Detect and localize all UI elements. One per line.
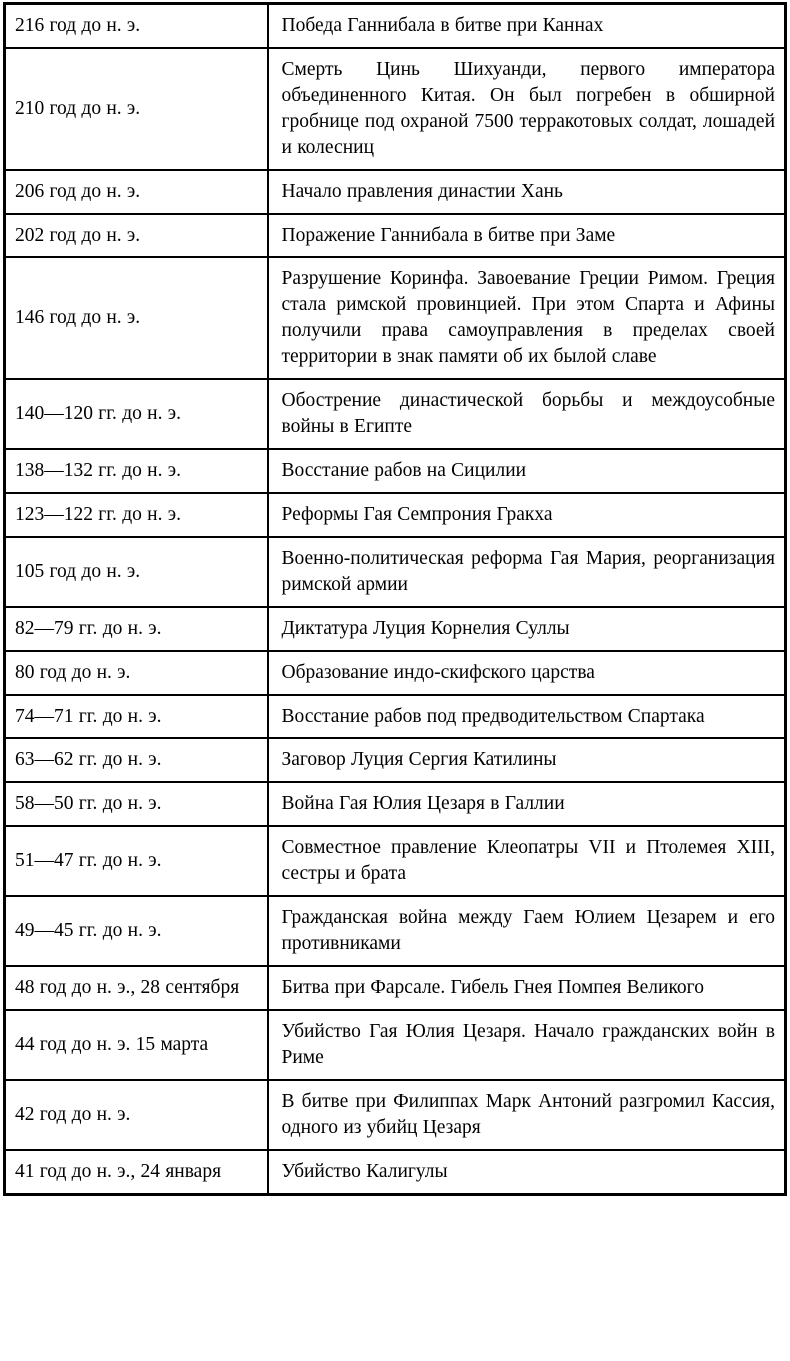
event-cell: Обострение династической борьбы и междоусобные войны в Египте [268,379,786,449]
table-row [5,214,786,258]
date-cell: 58—50 гг. до н. э. [5,782,268,826]
event-cell: Диктатура Луция Корнелия Суллы [268,607,786,651]
table-row [5,826,786,896]
table-row [5,537,786,607]
date-cell: 206 год до н. э. [5,170,268,214]
date-cell: 123—122 гг. до н. э. [5,493,268,537]
date-cell: 41 год до н. э., 24 января [5,1150,268,1194]
table-row [5,1150,786,1194]
table-row [5,966,786,1010]
date-cell: 210 год до н. э. [5,48,268,170]
event-cell: Военно-политическая реформа Гая Мария, реорганизация римской армии [268,537,786,607]
table-row [5,1080,786,1150]
event-cell: Реформы Гая Семпрония Гракха [268,493,786,537]
event-cell: Битва при Фарсале. Гибель Гнея Помпея Великого [268,966,786,1010]
event-cell: Поражение Ганнибала в битве при Заме [268,214,786,258]
event-cell: Победа Ганнибала в битве при Каннах [268,4,786,48]
event-cell: Начало правления династии Хань [268,170,786,214]
table-row [5,48,786,170]
date-cell: 80 год до н. э. [5,651,268,695]
table-row [5,449,786,493]
table-row [5,493,786,537]
date-cell: 140—120 гг. до н. э. [5,379,268,449]
date-cell: 202 год до н. э. [5,214,268,258]
date-cell: 44 год до н. э. 15 марта [5,1010,268,1080]
table-row [5,257,786,379]
date-cell: 42 год до н. э. [5,1080,268,1150]
date-cell: 49—45 гг. до н. э. [5,896,268,966]
date-cell: 63—62 гг. до н. э. [5,738,268,782]
table-body [5,4,786,1195]
table-row [5,4,786,48]
date-cell: 82—79 гг. до н. э. [5,607,268,651]
event-cell: В битве при Филиппах Марк Антоний разгромил Кассия, одного из убийц Цезаря [268,1080,786,1150]
table-row [5,1010,786,1080]
event-cell: Гражданская война между Гаем Юлием Цезарем и его противниками [268,896,786,966]
event-cell: Война Гая Юлия Цезаря в Галлии [268,782,786,826]
event-cell: Восстание рабов под предводительством Спартака [268,695,786,739]
event-cell: Восстание рабов на Сицилии [268,449,786,493]
event-cell: Образование индо-скифского царства [268,651,786,695]
event-cell: Убийство Гая Юлия Цезаря. Начало гражданских войн в Риме [268,1010,786,1080]
event-cell: Убийство Калигулы [268,1150,786,1194]
date-cell: 146 год до н. э. [5,257,268,379]
event-cell: Смерть Цинь Шихуанди, первого императора объединенного Китая. Он был погребен в обширной гробнице под охраной 7500 терракотовых солдат, лошадей и колесниц [268,48,786,170]
table-row [5,695,786,739]
date-cell: 105 год до н. э. [5,537,268,607]
date-cell: 216 год до н. э. [5,4,268,48]
chronology-table [3,2,787,1196]
table-row [5,379,786,449]
event-cell: Совместное правление Клеопатры VII и Птолемея XIII, сестры и брата [268,826,786,896]
date-cell: 51—47 гг. до н. э. [5,826,268,896]
table-row [5,607,786,651]
date-cell: 48 год до н. э., 28 сентября [5,966,268,1010]
event-cell: Заговор Луция Сергия Катилины [268,738,786,782]
table-row [5,170,786,214]
table-row [5,651,786,695]
table-row [5,738,786,782]
table-row [5,782,786,826]
event-cell: Разрушение Коринфа. Завоевание Греции Римом. Греция стала римской провинцией. При этом Спарта и Афины получили права самоуправления в пределах своей территории в знак памяти об их былой славе [268,257,786,379]
date-cell: 138—132 гг. до н. э. [5,449,268,493]
table-row [5,896,786,966]
date-cell: 74—71 гг. до н. э. [5,695,268,739]
